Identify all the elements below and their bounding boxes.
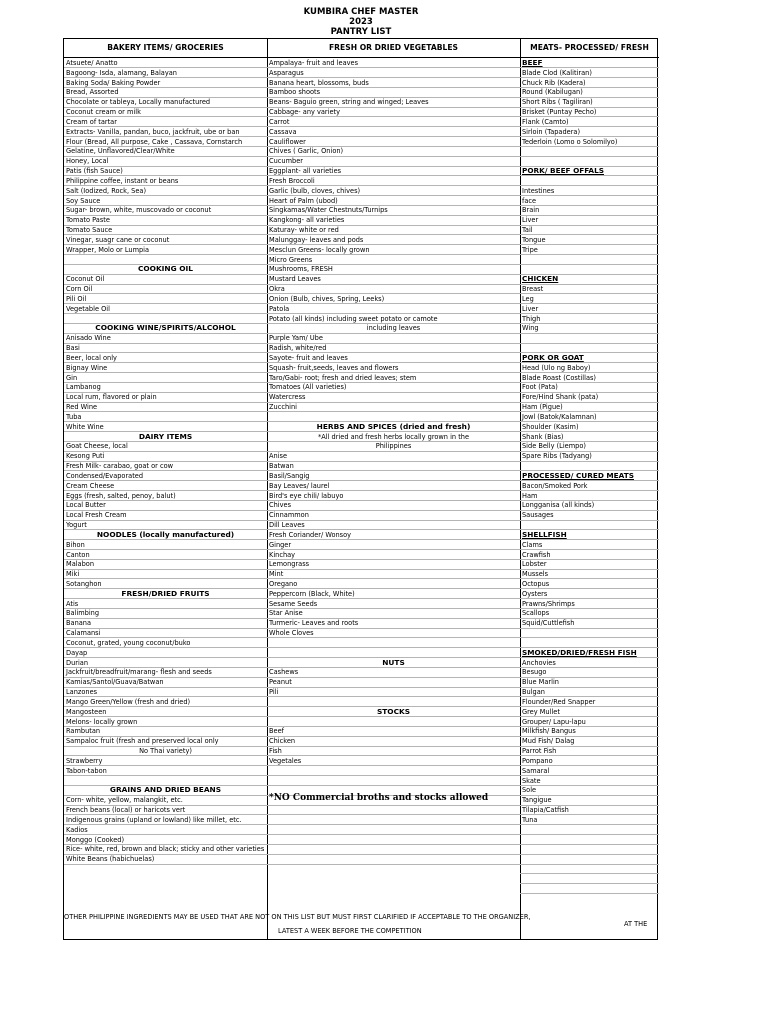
- list-item: Tongue: [522, 235, 546, 244]
- list-item: Cabbage- any variety: [269, 108, 341, 117]
- list-item: Short Ribs ( Tagiliran): [522, 98, 593, 107]
- doc-subtitle: PANTRY LIST: [330, 27, 392, 37]
- list-item: Indigenous grains (upland or lowland) like millet, etc.: [66, 815, 242, 824]
- list-item: *NO Commercial broths and stocks allowed: [269, 793, 489, 804]
- list-item: [522, 835, 657, 845]
- list-item: Mussels: [522, 570, 549, 579]
- list-item: [522, 461, 657, 471]
- list-item: Bignay Wine: [66, 363, 108, 372]
- list-item: [522, 255, 657, 265]
- list-item: Ham: [522, 491, 538, 500]
- list-item: Coconut cream or milk: [66, 108, 141, 117]
- list-item: Onion (Bulb, chives, Spring, Leeks): [269, 294, 385, 303]
- list-item: Tabon-tabon: [66, 766, 107, 775]
- list-item: [66, 776, 265, 786]
- list-item: Corn- white, yellow, malangkit, etc.: [66, 796, 183, 805]
- section-heading: PORK/ BEEF OFFALS: [522, 166, 604, 176]
- list-item: Mangosteen: [66, 707, 107, 716]
- list-item: Basi: [66, 344, 80, 353]
- list-item: Gelatine, Unflavored/Clear/White: [66, 147, 175, 156]
- list-item: Eggs (fresh, salted, penoy, balut): [66, 491, 176, 500]
- list-item: White Beans (habichuelas): [66, 855, 155, 864]
- list-item: [269, 805, 518, 815]
- list-item: Bulgan: [522, 688, 545, 697]
- list-item: Kangkong- all varieties: [269, 216, 345, 225]
- list-item: Star Anise: [269, 609, 303, 618]
- list-item: Tilapia/Catfish: [522, 806, 569, 815]
- list-item: Bamboo shoots: [269, 88, 321, 97]
- list-item: Samaral: [522, 766, 550, 775]
- list-item: Kadios: [66, 825, 88, 834]
- list-item: Shank (Bias): [522, 432, 564, 441]
- list-item: Fresh Coriander/ Wonsoy: [269, 530, 352, 539]
- list-item: [269, 835, 518, 845]
- list-item: Chives: [269, 501, 292, 510]
- list-item: [269, 717, 518, 727]
- list-item: Bread, Assorted: [66, 88, 119, 97]
- section-heading: BEEF: [522, 58, 543, 67]
- list-item: [522, 156, 657, 166]
- list-item: Breast: [522, 285, 544, 294]
- section-heading: NUTS: [382, 657, 405, 667]
- list-item: Canton: [66, 550, 90, 559]
- list-item: Thigh: [522, 314, 541, 323]
- list-item: Leg: [522, 294, 534, 303]
- list-item: White Wine: [66, 422, 104, 431]
- list-item: Malunggay- leaves and pods: [269, 235, 364, 244]
- list-item: Bay Leaves/ laurel: [269, 481, 330, 490]
- list-item: Red Wine: [66, 403, 98, 412]
- list-item: Clams: [522, 540, 543, 549]
- list-item: Parrot Fish: [522, 747, 557, 756]
- list-item: Local rum, flavored or plain: [66, 393, 157, 402]
- list-item: Whole Cloves: [269, 629, 314, 638]
- list-item: Singkamas/Water Chestnuts/Turnips: [269, 206, 388, 215]
- list-item: Octopus: [522, 579, 550, 588]
- list-item: Melons- locally grown: [66, 717, 138, 726]
- list-item: [269, 825, 518, 835]
- list-item: [522, 176, 657, 186]
- list-item: Foot (Pata): [522, 383, 558, 392]
- doc-title: KUMBIRA CHEF MASTER: [303, 7, 419, 17]
- list-item: Potato (all kinds) including sweet potato or camote: [269, 314, 438, 323]
- list-item: Cauliflower: [269, 137, 306, 146]
- list-item: Salt (Iodized, Rock, Sea): [66, 186, 147, 195]
- list-item: Zucchini: [269, 403, 297, 412]
- list-item: Local Butter: [66, 501, 106, 510]
- list-item: Head (Ulo ng Baboy): [522, 363, 591, 372]
- list-item: Spare Ribs (Tadyang): [522, 452, 592, 461]
- list-item: [522, 264, 657, 274]
- list-item: Malabon: [66, 560, 95, 569]
- list-item: Squash- fruit,seeds, leaves and flowers: [269, 363, 399, 372]
- list-item: Miki: [66, 570, 80, 579]
- list-item: Cream of tartar: [66, 117, 117, 126]
- list-item: Katuray- white or red: [269, 226, 339, 235]
- list-item: Soy Sauce: [66, 196, 101, 205]
- list-item: Eggplant- all varieties: [269, 167, 342, 176]
- list-item: Purple Yam/ Ube: [269, 334, 323, 343]
- list-item: [269, 776, 518, 786]
- list-item: Fore/Hind Shank (pata): [522, 393, 599, 402]
- list-item: Cucumber: [269, 157, 303, 166]
- list-item: Dayap: [66, 648, 88, 657]
- list-item: Tail: [522, 226, 533, 235]
- list-item: [269, 412, 518, 422]
- list-item: [522, 825, 657, 835]
- list-item: Sampaloc fruit (fresh and preserved local only: [66, 737, 219, 746]
- list-item: Turmeric- Leaves and roots: [269, 619, 359, 628]
- list-item: Mustard Leaves: [269, 275, 321, 284]
- list-item: Blade Roast (Costillas): [522, 373, 596, 382]
- list-item: Okra: [269, 285, 285, 294]
- list-item: Cinnammon: [269, 511, 309, 520]
- list-item: Besugo: [522, 668, 547, 677]
- list-item: Vegetable Oil: [66, 304, 110, 313]
- list-item: Wrapper, Molo or Lumpia: [66, 245, 150, 254]
- list-item: Anchovies: [522, 658, 556, 667]
- list-item: Durian: [66, 658, 89, 667]
- list-item: Sotanghon: [66, 579, 102, 588]
- list-item: Cashews: [269, 668, 299, 677]
- list-item: Scallops: [522, 609, 550, 618]
- list-item: [269, 815, 518, 825]
- list-item: [269, 648, 518, 658]
- list-item: Cream Cheese: [66, 481, 115, 490]
- list-item: Milkfish/ Bangus: [522, 727, 576, 736]
- list-item: Heart of Palm (ubod): [269, 196, 338, 205]
- list-item: [269, 844, 518, 854]
- list-item: Sirloin (Tapadera): [522, 127, 581, 136]
- list-item: face: [522, 196, 537, 205]
- list-item: Balimbing: [66, 609, 100, 618]
- list-item: Kamias/Santol/Guava/Batwan: [66, 678, 164, 687]
- list-item: Ampalaya- fruit and leaves: [269, 59, 358, 67]
- list-item: Lambanog: [66, 383, 101, 392]
- list-item: Liver: [522, 304, 539, 313]
- list-item: Tripe: [522, 245, 538, 254]
- list-item: Oregano: [269, 579, 298, 588]
- list-item: Banana: [66, 619, 92, 628]
- section-heading: STOCKS: [376, 706, 411, 716]
- list-item: Banana heart, blossoms, buds: [269, 78, 369, 87]
- list-item: [522, 638, 657, 648]
- list-item: Anise: [269, 452, 288, 461]
- list-item: Radish, white/red: [269, 344, 327, 353]
- list-item: Coconut, grated, young coconut/buko: [66, 638, 191, 647]
- list-item: Mushrooms, FRESH: [269, 265, 333, 274]
- list-item: Atsuete/ Anatto: [66, 59, 118, 67]
- list-item: Cassava: [269, 127, 297, 136]
- list-item: Baking Soda/ Baking Powder: [66, 78, 161, 87]
- list-item: French beans (local) or haricots vert: [66, 806, 186, 815]
- list-item: [66, 314, 265, 324]
- list-item: Patis (fish Sauce): [66, 167, 123, 176]
- list-item: Taro/Gabi- root; fresh and dried leaves; stem: [269, 373, 417, 382]
- list-item: Condensed/Evaporated: [66, 471, 144, 480]
- list-item: [522, 343, 657, 353]
- list-item: Bird's eye chili/ labuyo: [269, 491, 344, 500]
- list-item: Squid/Cuttlefish: [522, 619, 575, 628]
- list-item: Yogurt: [66, 521, 87, 529]
- section-heading: COOKING WINE/SPIRITS/ALCOHOL: [95, 323, 236, 333]
- list-item: Bacon/Smoked Pork: [522, 481, 588, 490]
- section-heading: SMOKED/DRIED/FRESH FISH: [522, 647, 637, 657]
- list-item: Watercress: [269, 393, 306, 402]
- list-item: Strawberry: [66, 756, 103, 765]
- list-item: Local Fresh Cream: [66, 511, 127, 520]
- list-item: Grey Mullet: [522, 707, 560, 716]
- list-item: Round (Kabilugan): [522, 88, 583, 97]
- list-item: including leaves: [366, 324, 421, 333]
- list-item: Rice- white, red, brown and black; sticky and other varieties: [66, 845, 265, 854]
- section-heading: HERBS AND SPICES (dried and fresh): [316, 421, 471, 431]
- list-item: Tomatoes (All varieties): [269, 383, 347, 392]
- list-item: [522, 864, 657, 874]
- list-item: Batwan: [269, 462, 294, 471]
- list-item: *All dried and fresh herbs locally grown in the: [317, 432, 470, 441]
- list-item: Blue Marlin: [522, 678, 559, 687]
- list-item: Chives ( Garlic, Onion): [269, 147, 344, 156]
- list-item: Peanut: [269, 678, 292, 687]
- list-item: Jowl (Batok/Kalamnan): [522, 412, 597, 421]
- list-item: Bagoong- Isda, alamang, Balayan: [66, 68, 177, 77]
- list-item: Tederloin (Lomo o Solomilyo): [522, 137, 618, 146]
- list-item: Monggo (Cooked): [66, 835, 125, 844]
- list-item: Asparagus: [269, 68, 304, 77]
- list-item: [269, 638, 518, 648]
- list-item: Prawns/Shrimps: [522, 599, 575, 608]
- list-item: Longganisa (all kinds): [522, 501, 595, 510]
- list-item: No Thai variety): [139, 747, 192, 756]
- list-item: Micro Greens: [269, 255, 313, 264]
- list-item: Garlic (bulb, cloves, chives): [269, 186, 361, 195]
- list-item: Blade Clod (Kalitiran): [522, 68, 592, 77]
- list-item: Intestines: [522, 186, 555, 195]
- section-heading: NOODLES (locally manufactured): [96, 529, 235, 539]
- list-item: [522, 628, 657, 638]
- list-item: [522, 884, 657, 894]
- list-item: Basil/Sangig: [269, 471, 310, 480]
- footer-note-line1: OTHER PHILIPPINE INGREDIENTS MAY BE USED THAT ARE NOT ON THIS LIST BUT MUST FIRST CLARIFIED IF ACCEPTABLE TO THE ORGANIZER,: [64, 913, 531, 921]
- list-item: Mud Fish/ Dalag: [522, 737, 575, 746]
- list-item: Bihon: [66, 540, 85, 549]
- list-item: Peppercorn (Black, White): [269, 589, 355, 598]
- list-item: [522, 333, 657, 343]
- list-item: Lanzones: [66, 688, 98, 697]
- list-item: Sesame Seeds: [269, 599, 318, 608]
- column-header-meat: MEATS- PROCESSED/ FRESH: [530, 43, 649, 52]
- list-item: Lemongrass: [269, 560, 310, 569]
- section-heading: FRESH/DRIED FRUITS: [121, 588, 210, 598]
- list-item: Rambutan: [66, 727, 101, 736]
- pantry-table: [63, 38, 658, 940]
- section-heading: PROCESSED/ CURED MEATS: [522, 470, 634, 480]
- footer-note-at-the: AT THE: [624, 920, 648, 928]
- section-heading: DAIRY ITEMS: [138, 431, 193, 441]
- list-item: Corn Oil: [66, 285, 93, 294]
- list-item: Flour (Bread, All purpose, Cake , Cassava, Cornstarch: [66, 137, 243, 146]
- list-item: Liver: [522, 216, 539, 225]
- section-heading: CHICKEN: [522, 274, 559, 284]
- list-item: Beef: [269, 727, 284, 736]
- list-item: Chocolate or tableya, Locally manufactured: [66, 98, 211, 107]
- section-heading: PORK OR GOAT: [522, 352, 584, 362]
- list-item: Calamansi: [66, 629, 101, 638]
- list-item: Skate: [522, 776, 541, 785]
- list-item: Brisket (Puntay Pecho): [522, 108, 597, 117]
- list-item: Philippine coffee, instant or beans: [66, 176, 179, 185]
- list-item: Coconut Oil: [66, 275, 105, 284]
- list-item: Beans- Baguio green, string and winged; Leaves: [269, 98, 429, 107]
- list-item: Kesong Puti: [66, 452, 105, 461]
- list-item: Tangigue: [522, 796, 552, 805]
- list-item: Goat Cheese, local: [66, 442, 128, 451]
- list-item: [522, 146, 657, 156]
- list-item: Anisado Wine: [66, 334, 111, 343]
- list-item: [66, 255, 265, 265]
- list-item: Atis: [66, 599, 79, 608]
- list-item: Shoulder (Kasim): [522, 422, 579, 431]
- list-item: Tuba: [66, 412, 82, 421]
- list-item: Jackfruit/breadfruit/marang- flesh and seeds: [66, 668, 212, 677]
- list-item: [269, 766, 518, 776]
- section-heading: GRAINS AND DRIED BEANS: [109, 785, 222, 795]
- list-item: Honey, Local: [66, 157, 109, 166]
- list-item: Mesclun Greens- locally grown: [269, 245, 370, 254]
- list-item: [522, 874, 657, 884]
- list-item: Ham (Pigue): [522, 403, 563, 412]
- doc-year: 2023: [349, 17, 373, 27]
- list-item: [522, 854, 657, 864]
- list-item: Sugar- brown, white, muscovado or coconut: [66, 206, 212, 215]
- list-item: Ginger: [269, 540, 292, 549]
- list-item: Grouper/ Lapu-lapu: [522, 717, 586, 726]
- list-item: Kinchay: [269, 550, 296, 559]
- list-item: Pompano: [522, 756, 553, 765]
- footer-note-line2: LATEST A WEEK BEFORE THE COMPETITION: [278, 927, 422, 935]
- list-item: Oysters: [522, 589, 548, 598]
- list-item: Beer, local only: [66, 353, 117, 362]
- list-item: Vinegar, suagr cane or coconut: [66, 235, 170, 244]
- list-item: Sayote- fruit and leaves: [269, 353, 348, 362]
- list-item: Lobster: [522, 560, 547, 569]
- list-item: [269, 854, 518, 864]
- list-item: Flank (Camto): [522, 117, 569, 126]
- section-heading: COOKING OIL: [137, 264, 194, 274]
- list-item: Wing: [522, 324, 539, 333]
- list-item: Vegetales: [269, 756, 302, 765]
- list-item: Sausages: [522, 511, 554, 520]
- list-item: Patola: [269, 304, 290, 313]
- list-item: Pili: [269, 688, 279, 697]
- list-item: Crawfish: [522, 550, 551, 559]
- list-item: Fish: [269, 747, 282, 756]
- list-item: Chuck Rib (Kadera): [522, 78, 586, 87]
- list-item: [269, 697, 518, 707]
- list-item: Dill Leaves: [269, 521, 305, 529]
- list-item: Pili Oil: [66, 294, 87, 303]
- list-item: Side Belly (Liempo): [522, 442, 586, 451]
- list-item: Mango Green/Yellow (fresh and dried): [66, 697, 191, 706]
- list-item: [522, 520, 657, 530]
- list-item: Gin: [66, 373, 78, 382]
- list-item: Mint: [269, 570, 284, 579]
- section-heading: SHELLFISH: [522, 529, 567, 539]
- list-item: Tomato Paste: [66, 216, 110, 225]
- list-item: Extracts- Vanilla, pandan, buco, jackfruit, ube or ban: [66, 127, 240, 136]
- list-item: Fresh Broccoli: [269, 176, 315, 185]
- list-item: Brain: [522, 206, 540, 215]
- list-item: Carrot: [269, 117, 290, 126]
- list-item: Chicken: [269, 737, 296, 746]
- list-item: Sole: [522, 786, 537, 795]
- list-item: Flounder/Red Snapper: [522, 697, 596, 706]
- list-item: Fresh Milk- carabao, goat or cow: [66, 462, 173, 471]
- list-item: [522, 844, 657, 854]
- list-item: Philippines: [375, 442, 412, 451]
- list-item: Tuna: [522, 815, 538, 824]
- list-item: Tomato Sauce: [66, 226, 113, 235]
- column-header-bakery: BAKERY ITEMS/ GROCERIES: [107, 43, 224, 52]
- column-header-veg: FRESH OR DRIED VEGETABLES: [329, 43, 458, 52]
